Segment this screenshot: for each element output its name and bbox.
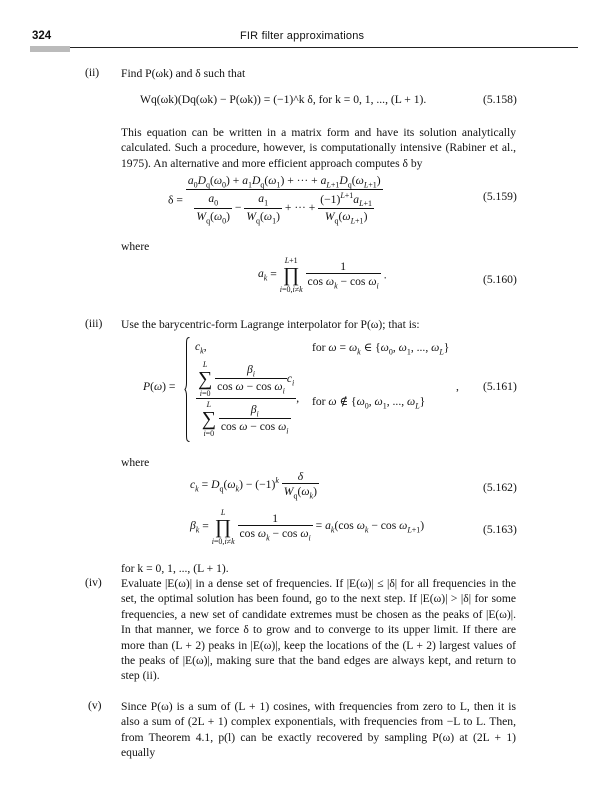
equation-number-5-163: (5.163) xyxy=(483,523,517,536)
step-v-text: Since P(ω) is a sum of (L + 1) cosines, with frequencies from zero to L, then it is also a sum of (2L + 1) complex exponentials, with frequencies from −L to L. Then, from Theorem 4.1, p(l) can be exactly recovered by sampling P(ω) at (2L + 1) equally xyxy=(121,700,516,760)
case-barycentric-fraction: L ∑ i=0 $\frac{\beta_i}{\cos \omega - \cos \omega_i}$ $c_i$ L ∑ i=0 $\frac{\beta_i}{\cos \omega - \cos \omega_i}$ , xyxy=(198,360,300,438)
step-iv-label: (iv) xyxy=(85,576,102,589)
where-label-2: where xyxy=(121,456,150,469)
p-omega-label: P(ω) = xyxy=(143,380,176,393)
equation-number-5-162: (5.162) xyxy=(483,481,517,494)
header-rule xyxy=(30,47,578,48)
paragraph-matrix-form: This equation can be written in a matrix form and have its solution analytically calculated. Such a procedure, however, is computationally intensive (Rabiner et al., 1975). An alternative and more efficient approach computes δ by xyxy=(121,126,516,170)
equation-5-159: δ = $a_0D_q(\omega_0) + a_1D_q(\omega_1)$ + ··· + $a_{L+1}D_q(\omega_{L+1})$ $\frac{a_0}{W_q(\omega_0)}$ − $\frac{a_1}{W_q(\omega_1)}$ + ··· + $\frac{(-1)^{L+1}a_{L+1}}{W_q(\omega_{L+1})}$ xyxy=(168,174,381,226)
equation-5-162: $c_k = D_q(\omega_k) - (-1)^k$ $\frac{\delta}{W_q(\omega_k)}$ xyxy=(190,470,317,501)
equation-5-163: $\beta_k$ = L ∏ i=0,i≠k $\frac{1}{\cos \omega_k - \cos \omega_i}$ = $a_k(\cos$ $\omega_k - \cos \omega_{L+1}$) xyxy=(190,508,425,546)
step-v-label: (v) xyxy=(88,699,102,712)
step-ii-intro: Find P(ωk) and δ such that xyxy=(121,67,246,80)
equation-5-158: Wq(ωk)(Dq(ωk) − P(ωk)) = (−1)^k δ, for k = 0, 1, ..., (L + 1). xyxy=(140,93,427,106)
case-c-k: $c_k$, xyxy=(195,340,207,356)
equation-number-5-161: (5.161) xyxy=(483,380,517,393)
page-number: 324 xyxy=(32,30,52,42)
case-condition-equal: for $\omega = \omega_k$ ∈ {$\omega_0$, $\omega_1$, ..., $\omega_L$} xyxy=(312,341,450,357)
page-header xyxy=(30,30,578,44)
step-iii-label: (iii) xyxy=(85,317,103,330)
step-iii-intro: Use the barycentric-form Lagrange interpolator for P(ω); that is: xyxy=(121,318,420,331)
where-label-1: where xyxy=(121,240,150,253)
equation-5-160: $a_k$ = L+1 ∏ i=0,i≠k $\frac{1}{\cos \omega_k - \cos \omega_i}$ . xyxy=(258,256,387,294)
header-accent-bar xyxy=(30,46,70,52)
eq-5-161-comma: , xyxy=(456,380,459,393)
running-title: FIR filter approximations xyxy=(240,30,365,42)
equation-number-5-160: (5.160) xyxy=(483,273,517,286)
step-ii-label: (ii) xyxy=(85,66,100,79)
equation-number-5-158: (5.158) xyxy=(483,93,517,106)
step-iv-text: Evaluate |E(ω)| in a dense set of frequencies. If |E(ω)| ≤ |δ| for all frequencies in the set, the optimal solution has been found, go to the next step. If |E(ω)| > |δ| for some frequencies, a new set of candidate extremes must be chosen as the peaks of |E(ω)|. In that manner, we force δ to grow and to converge to its upper limit. If there are more than (L + 2) peaks in |E(ω)|, keep the locations of the (L + 2) largest values of the peaks of |E(ω)|, making sure that the band edges are always kept, and return to step (ii). xyxy=(121,577,516,683)
equation-number-5-159: (5.159) xyxy=(483,190,517,203)
for-k-range: for k = 0, 1, ..., (L + 1). xyxy=(121,562,229,575)
piecewise-brace xyxy=(184,337,190,442)
case-condition-not-in: for ω ∉ {$\omega_0$, $\omega_1$, ..., $\omega_L$} xyxy=(312,395,426,411)
